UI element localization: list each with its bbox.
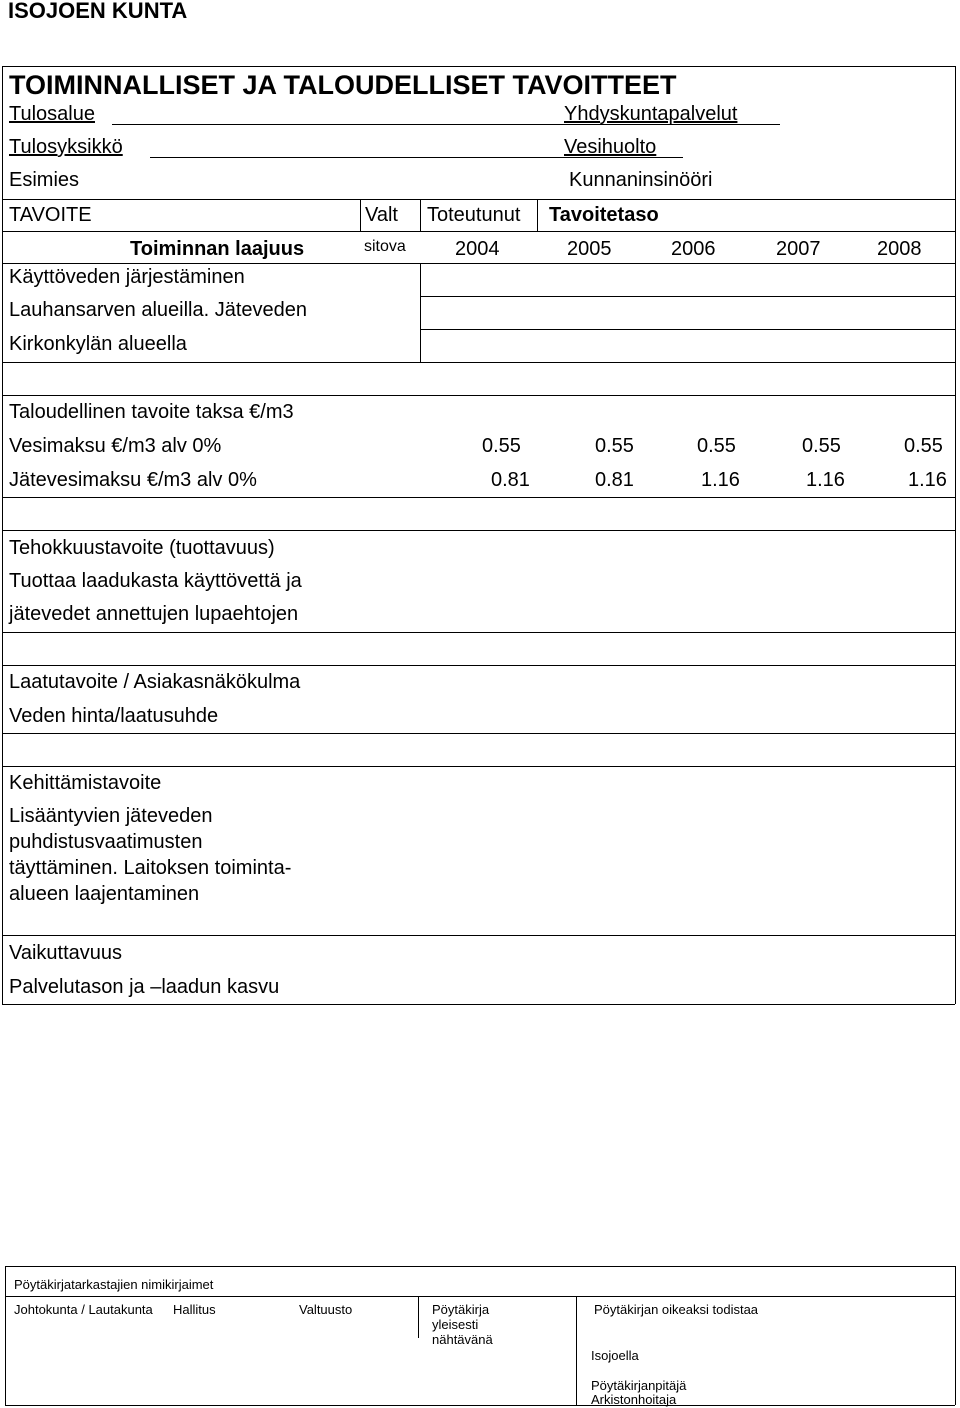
year-2008: 2008	[877, 238, 922, 260]
efficiency-heading: Tehokkuustavoite (tuottavuus)	[9, 537, 275, 559]
footer-poytakirja-2: yleisesti	[432, 1317, 479, 1332]
water-fee-label: Vesimaksu €/m3 alv 0%	[9, 435, 222, 457]
year-2006: 2006	[671, 238, 716, 260]
water-fee-2004: 0.55	[482, 435, 521, 457]
footer-place: Isojoella	[591, 1348, 639, 1363]
efficiency-line-1: Tuottaa laadukasta käyttövettä ja	[9, 570, 302, 592]
esimies-label: Esimies	[9, 169, 80, 191]
water-fee-2007: 0.55	[802, 435, 841, 457]
development-line-3: täyttäminen. Laitoksen toiminta-	[9, 857, 292, 879]
page-title: TOIMINNALLISET JA TALOUDELLISET TAVOITTEET	[9, 70, 677, 100]
footer-signatures: Pöytäkirjatarkastajien nimikirjaimet	[14, 1277, 214, 1292]
wastewater-fee-2005: 0.81	[595, 469, 634, 491]
year-2004: 2004	[455, 238, 500, 260]
wastewater-fee-2007: 1.16	[806, 469, 845, 491]
wastewater-fee-2004: 0.81	[491, 469, 530, 491]
development-line-4: alueen laajentaminen	[9, 883, 200, 905]
header-toteutunut: Toteutunut	[427, 204, 521, 226]
header-tavoite: TAVOITE	[9, 204, 92, 226]
economic-heading: Taloudellinen tavoite taksa €/m3	[9, 401, 294, 423]
development-heading: Kehittämistavoite	[9, 772, 162, 794]
quality-heading: Laatutavoite / Asiakasnäkökulma	[9, 671, 301, 693]
scope-line-3: Kirkonkylän alueella	[9, 333, 187, 355]
header-valt: Valt	[365, 204, 398, 226]
impact-line: Palvelutason ja –laadun kasvu	[9, 976, 280, 998]
impact-heading: Vaikuttavuus	[9, 942, 123, 964]
water-fee-2006: 0.55	[697, 435, 736, 457]
year-2005: 2005	[567, 238, 612, 260]
tulosyksikko-underline	[150, 157, 683, 158]
header-toiminnan-laajuus: Toiminnan laajuus	[130, 238, 305, 260]
esimies-value: Kunnaninsinööri	[569, 169, 713, 191]
footer-hallitus: Hallitus	[173, 1302, 216, 1317]
tulosalue-value: Yhdyskuntapalvelut	[564, 103, 738, 125]
footer-johtokunta: Johtokunta / Lautakunta	[14, 1302, 153, 1317]
tulosyksikko-value: Vesihuolto	[564, 136, 657, 158]
footer-keeper-1: Pöytäkirjanpitäjä	[591, 1378, 687, 1393]
tulosyksikko-label: Tulosyksikkö	[9, 136, 123, 158]
wastewater-fee-label: Jätevesimaksu €/m3 alv 0%	[9, 469, 257, 491]
tulosalue-underline	[112, 124, 780, 125]
scope-line-1: Käyttöveden järjestäminen	[9, 266, 245, 288]
footer-poytakirja-1: Pöytäkirja	[432, 1302, 490, 1317]
water-fee-2008: 0.55	[904, 435, 943, 457]
efficiency-line-2: jätevedet annettujen lupaehtojen	[9, 603, 299, 625]
municipality-name: ISOJOEN KUNTA	[8, 0, 188, 23]
footer-poytakirja-3: nähtävänä	[432, 1332, 493, 1347]
development-line-1: Lisääntyvien jäteveden	[9, 805, 213, 827]
year-2007: 2007	[776, 238, 821, 260]
tulosalue-label: Tulosalue	[9, 103, 95, 125]
header-sitova: sitova	[364, 238, 406, 255]
wastewater-fee-2008: 1.16	[908, 469, 947, 491]
header-tavoitetaso: Tavoitetaso	[549, 204, 659, 226]
footer-valtuusto: Valtuusto	[299, 1302, 353, 1317]
wastewater-fee-2006: 1.16	[701, 469, 740, 491]
footer-keeper-2: Arkistonhoitaja	[591, 1392, 677, 1407]
development-line-2: puhdistusvaatimusten	[9, 831, 203, 853]
scope-line-2: Lauhansarven alueilla. Jäteveden	[9, 299, 307, 321]
quality-line: Veden hinta/laatusuhde	[9, 705, 219, 727]
footer-certify: Pöytäkirjan oikeaksi todistaa	[594, 1302, 759, 1317]
water-fee-2005: 0.55	[595, 435, 634, 457]
